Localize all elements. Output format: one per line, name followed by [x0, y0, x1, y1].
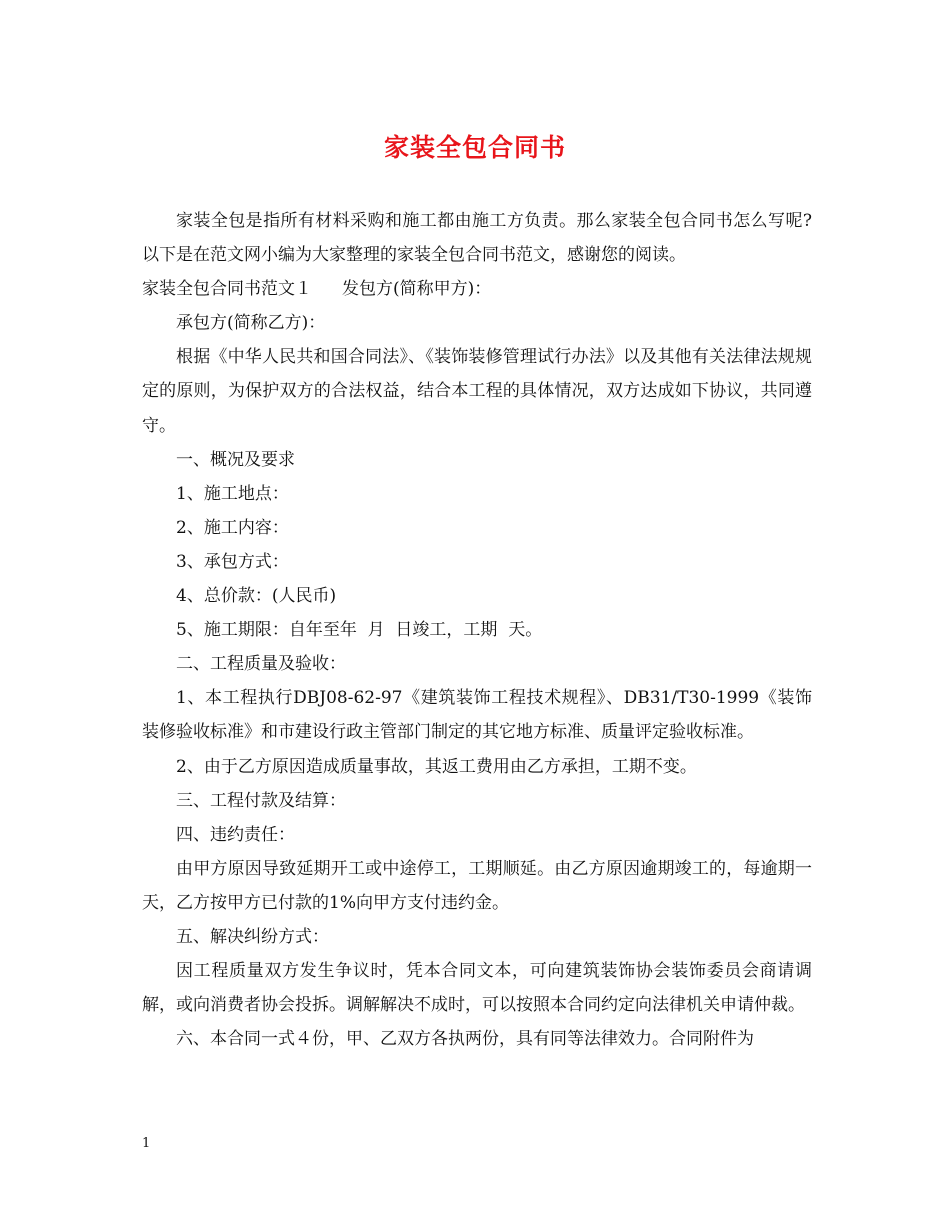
preamble-paragraph: 根据《中华人民共和国合同法》、《装饰装修管理试行办法》以及其他有关法律法规规定的原则，为保护双方的合法权益，结合本工程的具体情况，双方达成如下协议，共同遵守。 — [142, 347, 812, 436]
section-1-item: 4、总价款：(人民币) — [176, 586, 337, 607]
party-b-line: 承包方(简称乙方)： — [176, 313, 326, 334]
section-6-paragraph: 六、本合同一式４份，甲、乙双方各执两份，具有同等法律效力。合同附件为 — [176, 1029, 754, 1050]
section-3-heading: 三、工程付款及结算： — [176, 790, 346, 811]
sample-line — [142, 272, 812, 306]
section-1-item: 2、施工内容： — [176, 517, 289, 538]
party-a-line: 发包方(简称甲方)： — [342, 279, 492, 300]
intro-paragraph: 家装全包是指所有材料采购和施工都由施工方负责。那么家装全包合同书怎么写呢?以下是在范文网小编为大家整理的家装全包合同书范文，感谢您的阅读。 — [142, 211, 812, 266]
section-2-item: 2、由于乙方原因造成质量事故，其返工费用由乙方承担，工期不变。 — [176, 756, 697, 777]
section-5-heading: 五、解决纠纷方式： — [176, 926, 329, 947]
page-number: 1 — [142, 1136, 151, 1151]
section-4-heading: 四、违约责任： — [176, 824, 295, 845]
document-body — [142, 204, 812, 1056]
sample-label: 家装全包合同书范文１ — [142, 279, 312, 300]
section-1-item: 1、施工地点： — [176, 483, 289, 504]
section-2-heading: 二、工程质量及验收： — [176, 654, 346, 675]
section-1-item: 5、施工期限：自年至年 月 日竣工，工期 天。 — [176, 620, 543, 641]
section-5-paragraph: 因工程质量双方发生争议时，凭本合同文本，可向建筑装饰协会装饰委员会商请调解，或向消费者协会投拆。调解解决不成时，可以按照本合同约定向法律机关申请仲裁。 — [142, 961, 812, 1016]
document-title: 家装全包合同书 — [383, 133, 566, 162]
section-2-item: 1、本工程执行DBJ08-62-97《建筑装饰工程技术规程》、DB31/T30-1999《装饰装修验收标准》和市建设行政主管部门制定的其它地方标准、质量评定验收标准。 — [142, 688, 812, 743]
section-1-item: 3、承包方式： — [176, 551, 289, 572]
section-4-paragraph: 由甲方原因导致延期开工或中途停工，工期顺延。由乙方原因逾期竣工的，每逾期一天，乙方按甲方已付款的1%向甲方支付违约金。 — [142, 858, 812, 913]
section-1-heading: 一、概况及要求 — [176, 449, 295, 470]
